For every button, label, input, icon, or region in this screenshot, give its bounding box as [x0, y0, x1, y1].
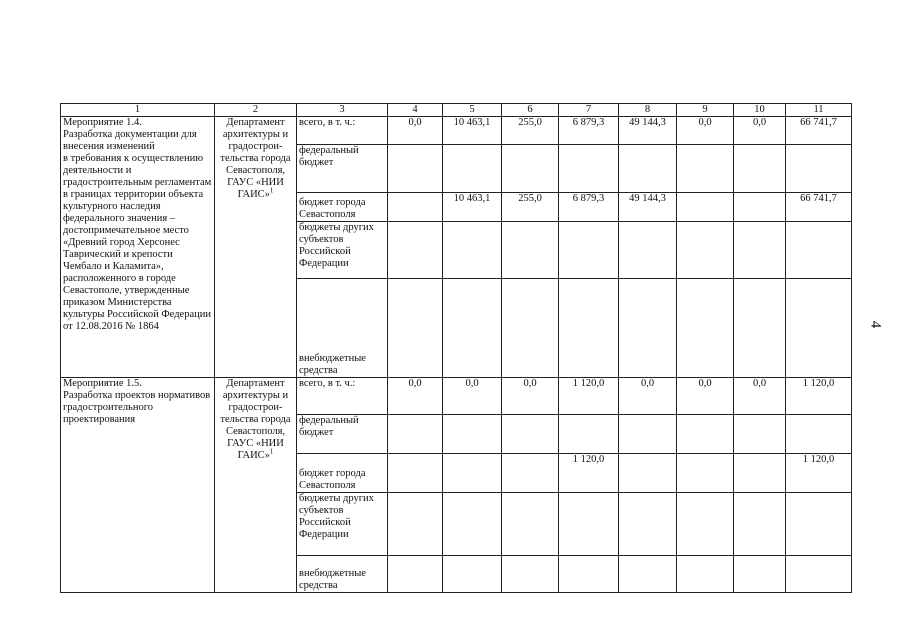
funding-source: бюджеты других субъектов Российской Федерации [297, 222, 388, 279]
value-cell: 1 120,0 [786, 454, 852, 493]
value-cell [443, 556, 502, 593]
header-cell: 10 [734, 104, 786, 117]
value-cell [734, 222, 786, 279]
value-cell [786, 222, 852, 279]
value-cell: 49 144,3 [619, 117, 677, 145]
value-cell [786, 556, 852, 593]
value-cell [619, 493, 677, 556]
header-cell: 11 [786, 104, 852, 117]
measure-description: Мероприятие 1.5. Разработка проектов нормативов градостроительного проектирования [61, 378, 215, 593]
value-cell: 1 120,0 [559, 378, 619, 415]
value-cell: 0,0 [443, 378, 502, 415]
footnote-mark: 1 [269, 447, 274, 456]
value-cell [502, 454, 559, 493]
value-cell [677, 415, 734, 454]
value-cell [388, 454, 443, 493]
value-cell [677, 279, 734, 378]
funding-source: всего, в т. ч.: [297, 378, 388, 415]
funding-source: внебюджетные средства [297, 279, 388, 378]
value-cell [388, 193, 443, 222]
value-cell [734, 415, 786, 454]
value-cell [677, 193, 734, 222]
value-cell [619, 279, 677, 378]
header-row [61, 104, 852, 117]
value-cell: 0,0 [619, 378, 677, 415]
value-cell [443, 454, 502, 493]
value-cell [502, 556, 559, 593]
header-cell: 8 [619, 104, 677, 117]
measure-description: Мероприятие 1.4. Разработка документации для внесения изменений в требования к осуществлению деятельности и градостроительным регламентам в границах территории объекта культурного наследия федерального значения – достопримечательное место «Древний город Херсонес Таврический и крепости Чембало и Каламита», расположенного в городе Севастополе, утвержденные приказом Министерства культуры Российской Федерации от 12.08.2016 № 1864 [61, 117, 215, 378]
value-cell: 10 463,1 [443, 193, 502, 222]
value-cell: 6 879,3 [559, 193, 619, 222]
page-number: 4 [867, 320, 884, 329]
value-cell [734, 454, 786, 493]
value-cell [559, 145, 619, 193]
value-cell [786, 279, 852, 378]
funding-source: бюджеты других субъектов Российской Федерации [297, 493, 388, 556]
value-cell [559, 222, 619, 279]
funding-source: федеральный бюджет [297, 415, 388, 454]
value-cell: 6 879,3 [559, 117, 619, 145]
value-cell: 0,0 [677, 378, 734, 415]
executor-text: Департамент архитектуры и градострои-тельства города Севастополя, ГАУС «НИИ ГАИС» [220, 117, 291, 200]
value-cell [502, 145, 559, 193]
value-cell [677, 222, 734, 279]
value-cell [734, 556, 786, 593]
value-cell [619, 222, 677, 279]
value-cell [559, 556, 619, 593]
value-cell [786, 145, 852, 193]
executor-text: Департамент архитектуры и градострои-тельства города Севастополя, ГАУС «НИИ ГАИС» [220, 378, 291, 461]
value-cell [677, 556, 734, 593]
value-cell [786, 493, 852, 556]
value-cell: 0,0 [677, 117, 734, 145]
value-cell: 0,0 [734, 378, 786, 415]
value-cell [734, 145, 786, 193]
header-cell: 3 [297, 104, 388, 117]
value-cell: 0,0 [734, 117, 786, 145]
measure-executor [215, 378, 297, 593]
value-cell [502, 222, 559, 279]
table-row [61, 117, 852, 145]
header-cell: 4 [388, 104, 443, 117]
value-cell [559, 415, 619, 454]
value-cell: 49 144,3 [619, 193, 677, 222]
header-cell: 7 [559, 104, 619, 117]
value-cell [619, 556, 677, 593]
header-cell: 9 [677, 104, 734, 117]
value-cell [388, 415, 443, 454]
value-cell [734, 493, 786, 556]
value-cell [502, 493, 559, 556]
value-cell [502, 415, 559, 454]
value-cell [388, 493, 443, 556]
value-cell [443, 415, 502, 454]
header-cell: 5 [443, 104, 502, 117]
value-cell [619, 145, 677, 193]
table-row [61, 378, 852, 415]
value-cell [619, 415, 677, 454]
value-cell [559, 279, 619, 378]
funding-source: бюджет города Севастополя [297, 193, 388, 222]
value-cell [677, 454, 734, 493]
value-cell: 66 741,7 [786, 193, 852, 222]
value-cell [677, 493, 734, 556]
value-cell: 0,0 [388, 117, 443, 145]
budget-table [60, 103, 852, 593]
value-cell [388, 222, 443, 279]
value-cell [443, 493, 502, 556]
value-cell: 0,0 [502, 378, 559, 415]
value-cell [502, 279, 559, 378]
value-cell: 1 120,0 [559, 454, 619, 493]
value-cell: 10 463,1 [443, 117, 502, 145]
measure-executor [215, 117, 297, 378]
value-cell: 255,0 [502, 117, 559, 145]
value-cell [388, 145, 443, 193]
value-cell [559, 493, 619, 556]
value-cell [734, 279, 786, 378]
value-cell [388, 279, 443, 378]
header-cell: 6 [502, 104, 559, 117]
funding-source: федеральный бюджет [297, 145, 388, 193]
value-cell [619, 454, 677, 493]
value-cell: 1 120,0 [786, 378, 852, 415]
value-cell [786, 415, 852, 454]
funding-source: бюджет города Севастополя [297, 454, 388, 493]
funding-source: внебюджетные средства [297, 556, 388, 593]
value-cell: 66 741,7 [786, 117, 852, 145]
funding-source: всего, в т. ч.: [297, 117, 388, 145]
value-cell [734, 193, 786, 222]
header-cell: 2 [215, 104, 297, 117]
value-cell: 255,0 [502, 193, 559, 222]
header-cell: 1 [61, 104, 215, 117]
value-cell [443, 222, 502, 279]
footnote-mark: 1 [269, 186, 274, 195]
value-cell [443, 145, 502, 193]
value-cell [388, 556, 443, 593]
value-cell: 0,0 [388, 378, 443, 415]
value-cell [677, 145, 734, 193]
value-cell [443, 279, 502, 378]
